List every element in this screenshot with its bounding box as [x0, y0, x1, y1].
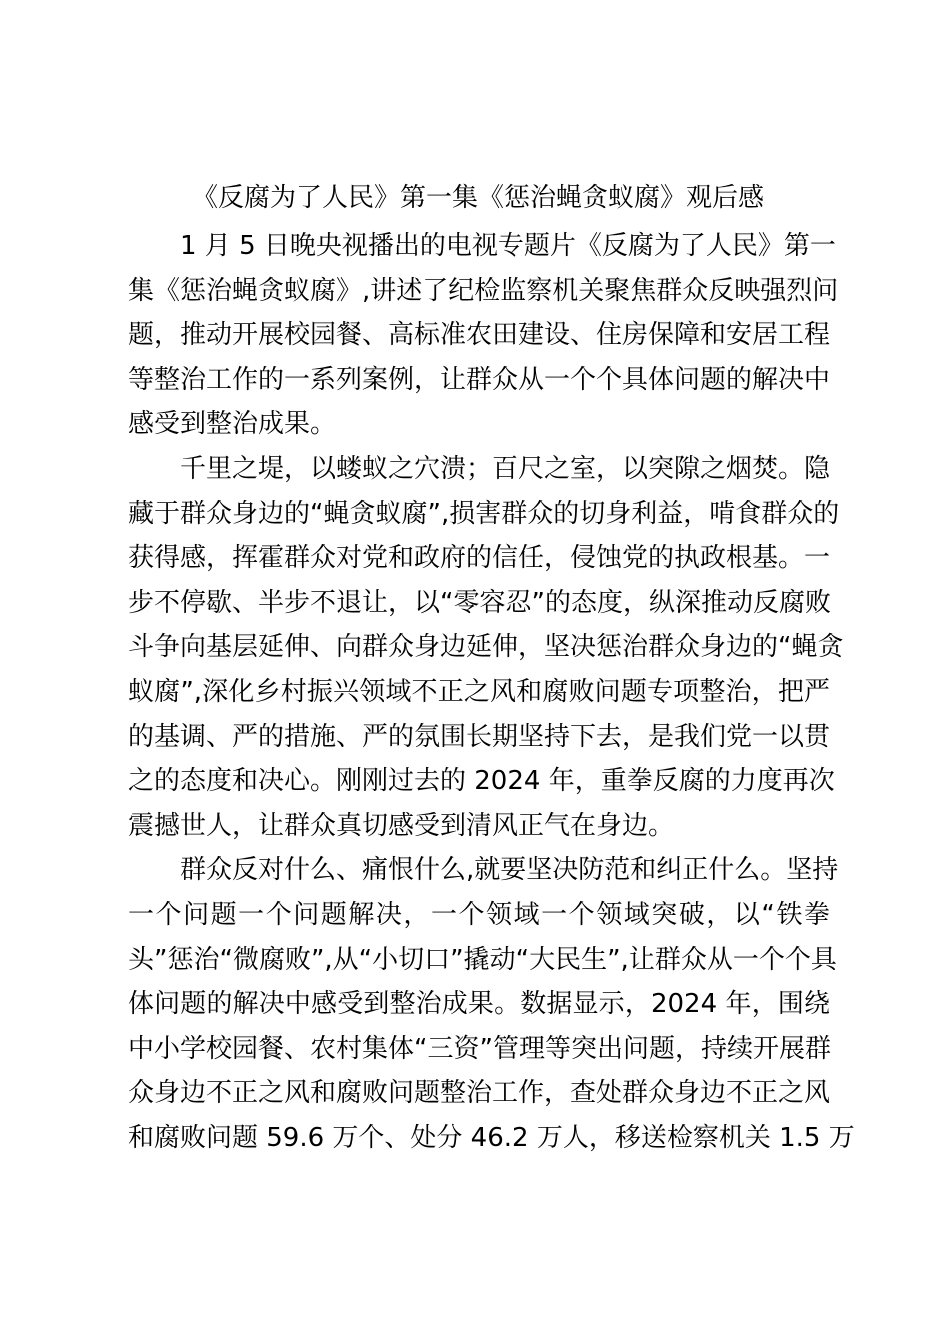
text-line: 1 月 5 日晚央视播出的电视专题片《反腐为了人民》第一	[180, 231, 836, 261]
text-line: 群众反对什么、痛恨什么,就要坚决防范和纠正什么。坚持	[180, 855, 839, 886]
text-line: 头”惩治“微腐败”,从“小切口”撬动“大民生”,让群众从一个个具	[128, 944, 837, 975]
document-title: 《反腐为了人民》第一集《惩治蝇贪蚁腐》观后感	[191, 183, 764, 213]
text-line: 获得感，挥霍群众对党和政府的信任，侵蚀党的执政根基。一	[128, 543, 831, 574]
text-line: 步不停歇、半步不退让，以“零容忍”的态度，纵深推动反腐败	[128, 587, 831, 618]
text-line: 感受到整治成果。	[128, 409, 337, 440]
text-line: 和腐败问题 59.6 万个、处分 46.2 万人，移送检察机关 1.5 万	[128, 1122, 855, 1153]
paragraph-2	[128, 447, 844, 848]
paragraph-3	[128, 848, 855, 1160]
text-line: 藏于群众身边的“蝇贪蚁腐”,损害群众的切身利益，啃食群众的	[128, 498, 840, 529]
text-line: 一个问题一个问题解决，一个领域一个领域突破，以“铁拳	[128, 899, 830, 930]
text-line: 题，推动开展校园餐、高标准农田建设、住房保障和安居工程	[128, 320, 831, 351]
text-line: 震撼世人，让群众真切感受到清风正气在身边。	[128, 810, 675, 841]
document-body	[128, 224, 855, 1160]
text-line: 蚁腐”,深化乡村振兴领域不正之风和腐败问题专项整治，把严	[128, 676, 830, 707]
paragraph-1	[128, 224, 839, 447]
text-line: 千里之堤，以蝼蚁之穴溃；百尺之室，以突隙之烟焚。隐	[180, 453, 831, 484]
text-line: 斗争向基层延伸、向群众身边延伸，坚决惩治群众身边的“蝇贪	[128, 632, 844, 663]
text-line: 的基调、严的措施、严的氛围长期坚持下去，是我们党一以贯	[128, 721, 831, 752]
text-line: 众身边不正之风和腐败问题整治工作，查处群众身边不正之风	[128, 1078, 831, 1109]
text-line: 等整治工作的一系列案例，让群众从一个个具体问题的解决中	[128, 364, 831, 395]
text-line: 体问题的解决中感受到整治成果。数据显示，2024 年，围绕	[128, 989, 830, 1020]
text-line: 中小学校园餐、农村集体“三资”管理等突出问题，持续开展群	[128, 1033, 831, 1064]
text-line: 之的态度和决心。刚刚过去的 2024 年，重拳反腐的力度再次	[128, 766, 835, 797]
text-line: 集《惩治蝇贪蚁腐》,讲述了纪检监察机关聚焦群众反映强烈问	[128, 275, 839, 306]
